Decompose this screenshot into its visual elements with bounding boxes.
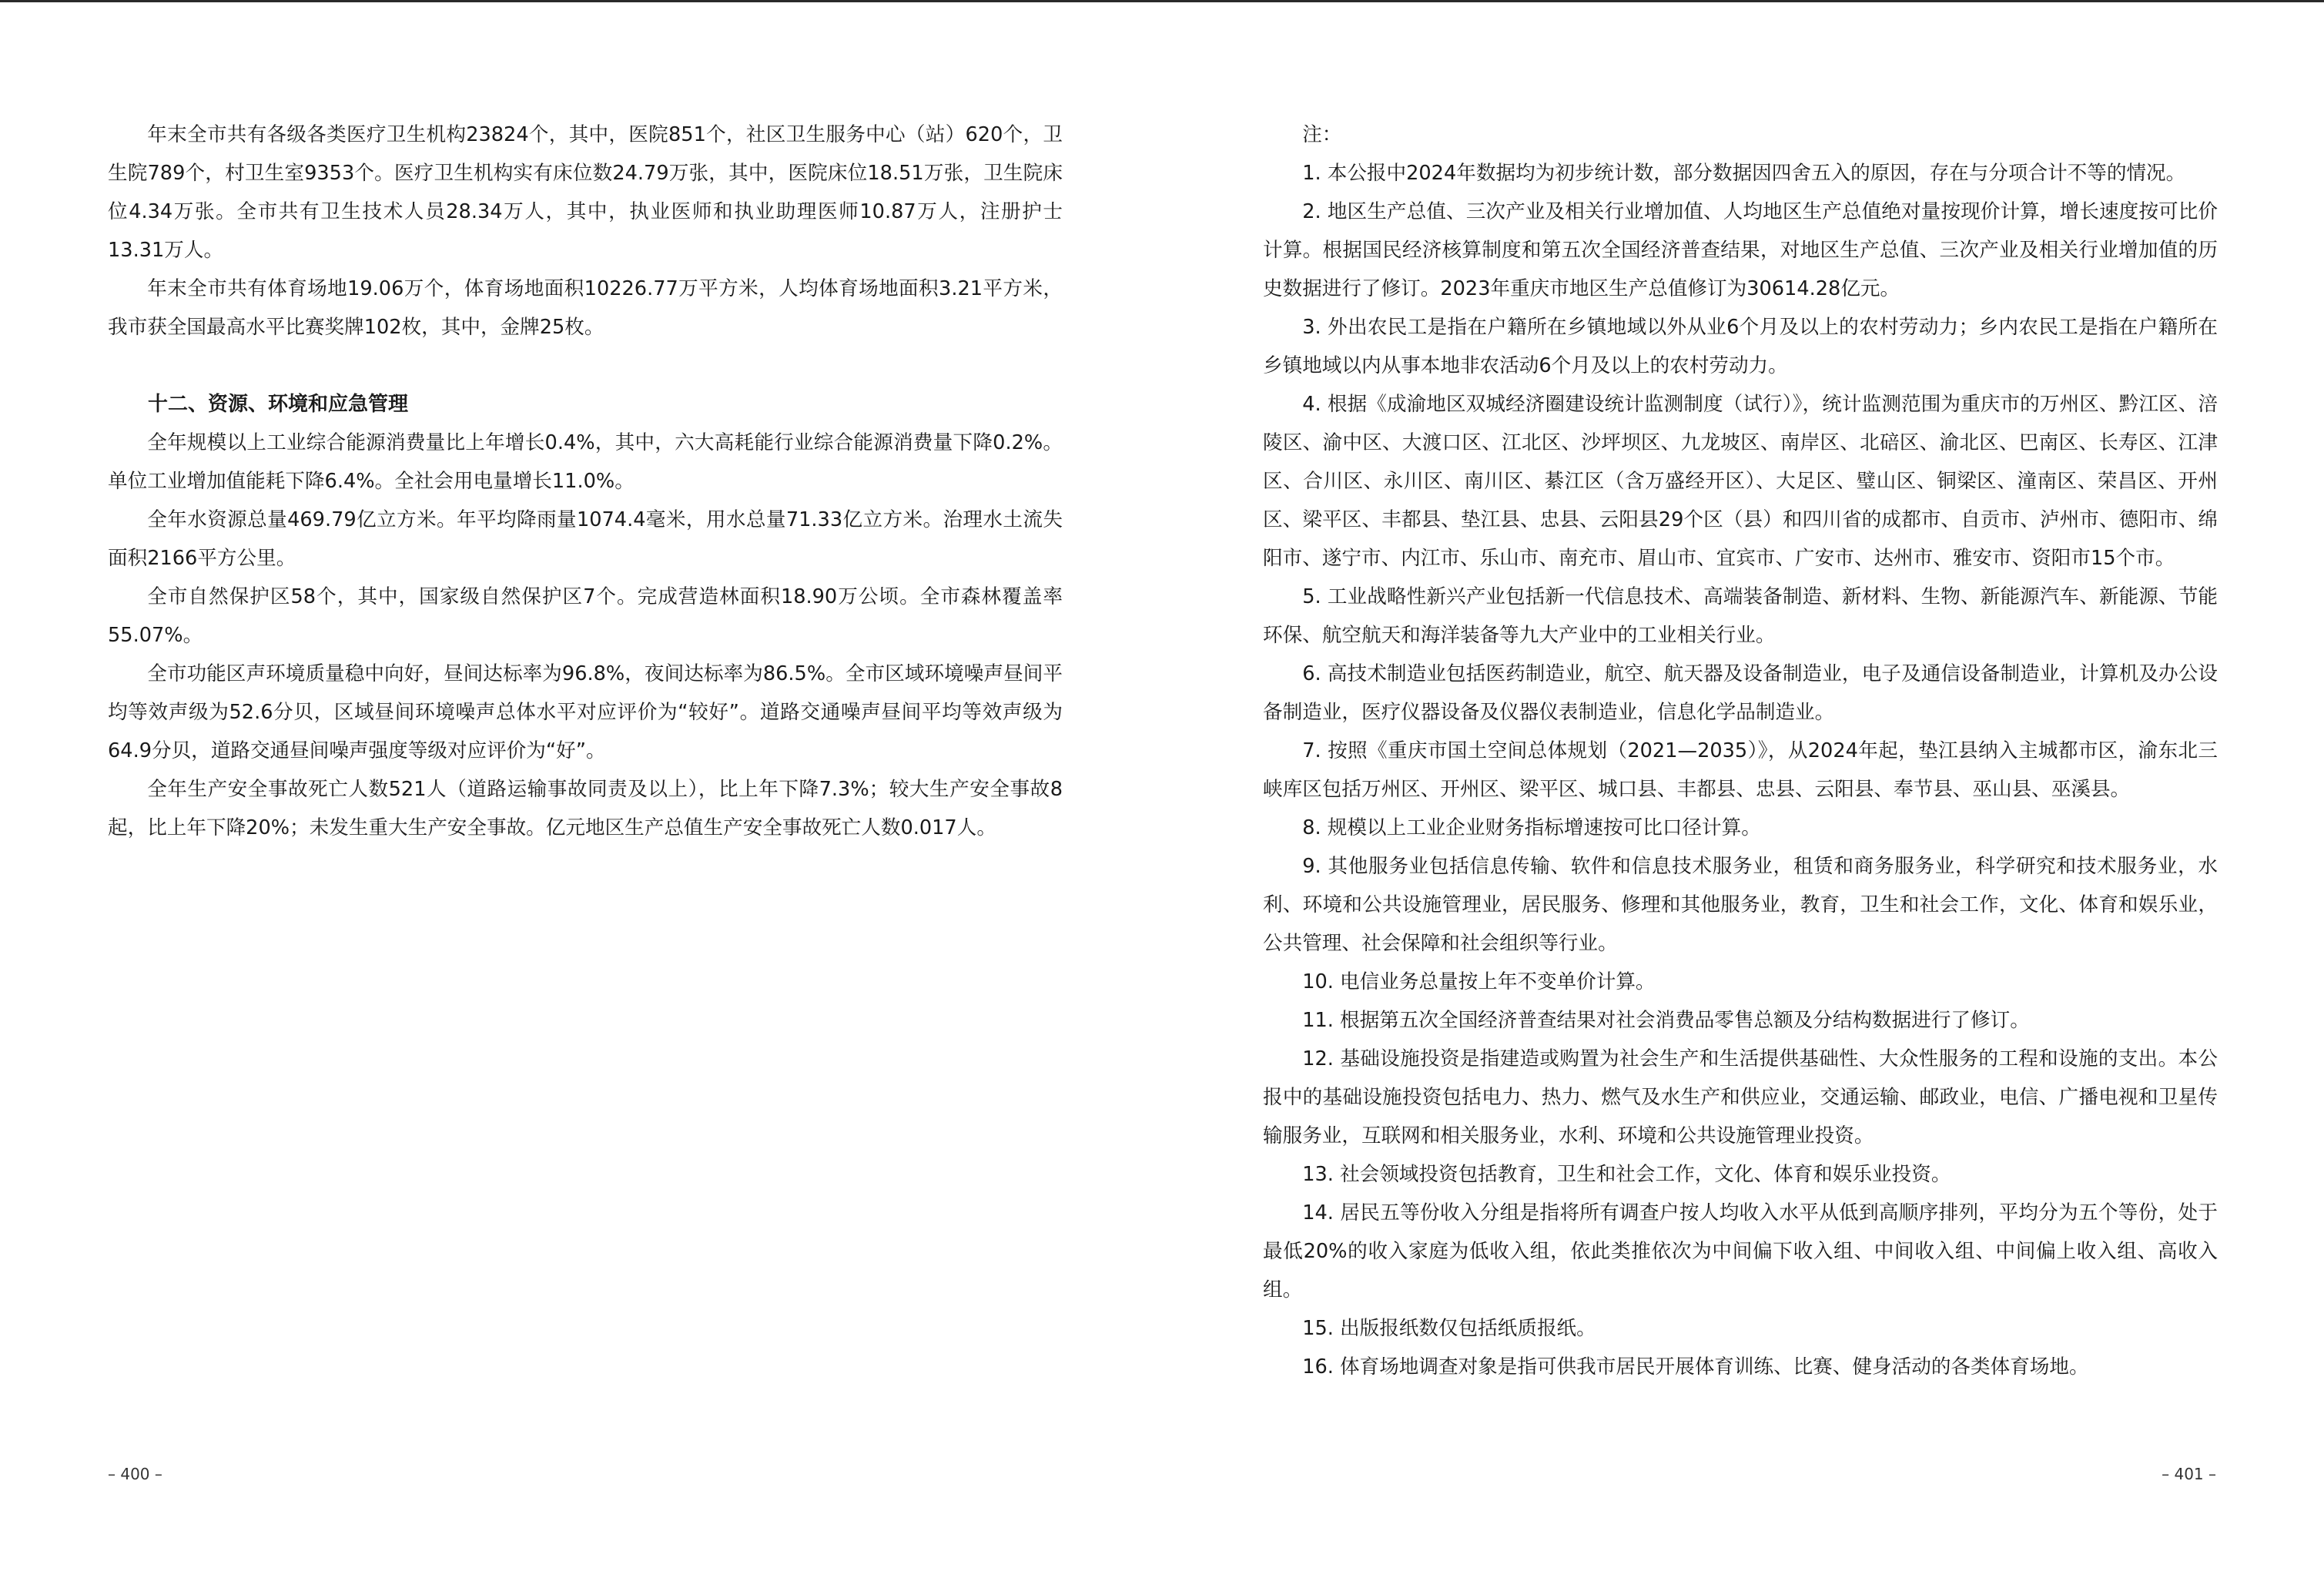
note-item: 6. 高技术制造业包括医药制造业，航空、航天器及设备制造业，电子及通信设备制造业，计算机及办公设备制造业，医疗仪器设备及仪器仪表制造业，信息化学品制造业。	[1263, 662, 2218, 724]
note-item: 1. 本公报中2024年数据均为初步统计数，部分数据因四舍五入的原因，存在与分项合计不等的情况。	[1302, 162, 2186, 185]
paragraph-water-resources: 全年水资源总量469.79亿立方米。年平均降雨量1074.4毫米，用水总量71.33亿立方米。治理水土流失面积2166平方公里。	[108, 508, 1063, 570]
note-item: 16. 体育场地调查对象是指可供我市居民开展体育训练、比赛、健身活动的各类体育场地。	[1302, 1355, 2089, 1379]
note-item: 14. 居民五等份收入分组是指将所有调查户按人均收入水平从低到高顺序排列，平均分为五个等份，处于最低20%的收入家庭为低收入组，依此类推依次为中间偏下收入组、中间收入组、中间偏上收入组、高收入组。	[1263, 1201, 2218, 1302]
note-item: 2. 地区生产总值、三次产业及相关行业增加值、人均地区生产总值绝对量按现价计算，增长速度按可比价计算。根据国民经济核算制度和第五次全国经济普查结果，对地区生产总值、三次产业及相关行业增加值的历史数据进行了修订。2023年重庆市地区生产总值修订为30614.28亿元。	[1263, 200, 2218, 300]
paragraph-sports-facilities: 年末全市共有体育场地19.06万个，体育场地面积10226.77万平方米，人均体育场地面积3.21平方米，我市获全国最高水平比赛奖牌102枚，其中，金牌25枚。	[108, 277, 1063, 339]
note-item: 5. 工业战略性新兴产业包括新一代信息技术、高端装备制造、新材料、生物、新能源汽车、新能源、节能环保、航空航天和海洋装备等九大产业中的工业相关行业。	[1263, 585, 2218, 647]
note-item: 8. 规模以上工业企业财务指标增速按可比口径计算。	[1302, 816, 1761, 839]
left-page	[108, 116, 1063, 847]
note-item: 3. 外出农民工是指在户籍所在乡镇地域以外从业6个月及以上的农村劳动力；乡内农民工是指在户籍所在乡镇地域以内从事本地非农活动6个月及以上的农村劳动力。	[1263, 316, 2218, 377]
notes-title: 注：	[1302, 123, 1342, 146]
note-item: 11. 根据第五次全国经济普查结果对社会消费品零售总额及分结构数据进行了修订。	[1302, 1009, 2030, 1032]
paragraph-noise-environment: 全市功能区声环境质量稳中向好，昼间达标率为96.8%，夜间达标率为86.5%。全市区域环境噪声昼间平均等效声级为52.6分贝，区域昼间环境噪声总体水平对应评价为“较好”。道路交通噪声昼间平均等效声级为64.9分贝，道路交通昼间噪声强度等级对应评价为“好”。	[108, 662, 1063, 762]
note-item: 7. 按照《重庆市国土空间总体规划（2021—2035）》，从2024年起，垫江县纳入主城都市区，渝东北三峡库区包括万州区、开州区、梁平区、城口县、丰都县、忠县、云阳县、奉节县、巫山县、巫溪县。	[1263, 739, 2218, 801]
page-number-left: – 400 –	[108, 1465, 162, 1483]
note-item: 15. 出版报纸数仅包括纸质报纸。	[1302, 1317, 1596, 1340]
note-item: 4. 根据《成渝地区双城经济圈建设统计监测制度（试行）》，统计监测范围为重庆市的万州区、黔江区、涪陵区、渝中区、大渡口区、江北区、沙坪坝区、九龙坡区、南岸区、北碚区、渝北区、巴南区、长寿区、江津区、合川区、永川区、南川区、綦江区（含万盛经开区）、大足区、璧山区、铜梁区、潼南区、荣昌区、开州区、梁平区、丰都县、垫江县、忠县、云阳县29个区（县）和四川省的成都市、自贡市、泸州市、德阳市、绵阳市、遂宁市、内江市、乐山市、南充市、眉山市、宜宾市、广安市、达州市、雅安市、资阳市15个市。	[1263, 393, 2218, 570]
right-page	[1263, 116, 2218, 1386]
paragraph-energy-consumption: 全年规模以上工业综合能源消费量比上年增长0.4%，其中，六大高耗能行业综合能源消费量下降0.2%。单位工业增加值能耗下降6.4%。全社会用电量增长11.0%。	[108, 431, 1063, 493]
note-item: 9. 其他服务业包括信息传输、软件和信息技术服务业，租赁和商务服务业，科学研究和技术服务业，水利、环境和公共设施管理业，居民服务、修理和其他服务业，教育，卫生和社会工作，文化、体育和娱乐业，公共管理、社会保障和社会组织等行业。	[1263, 855, 2218, 955]
note-item: 13. 社会领域投资包括教育，卫生和社会工作，文化、体育和娱乐业投资。	[1302, 1163, 1951, 1186]
section-heading: 十二、资源、环境和应急管理	[148, 393, 409, 416]
page-number-right: – 401 –	[2162, 1465, 2216, 1483]
note-item: 10. 电信业务总量按上年不变单价计算。	[1302, 970, 1656, 993]
paragraph-nature-reserves: 全市自然保护区58个，其中，国家级自然保护区7个。完成营造林面积18.90万公顷。全市森林覆盖率55.07%。	[108, 585, 1063, 647]
paragraph-medical-institutions: 年末全市共有各级各类医疗卫生机构23824个，其中，医院851个，社区卫生服务中心（站）620个，卫生院789个，村卫生室9353个。医疗卫生机构实有床位数24.79万张，其中，医院床位18.51万张，卫生院床位4.34万张。全市共有卫生技术人员28.34万人，其中，执业医师和执业助理医师10.87万人，注册护士13.31万人。	[108, 123, 1063, 262]
paragraph-work-safety: 全年生产安全事故死亡人数521人（道路运输事故同责及以上），比上年下降7.3%；较大生产安全事故8起，比上年下降20%；未发生重大生产安全事故。亿元地区生产总值生产安全事故死亡人数0.017人。	[108, 778, 1063, 839]
note-item: 12. 基础设施投资是指建造或购置为社会生产和生活提供基础性、大众性服务的工程和设施的支出。本公报中的基础设施投资包括电力、热力、燃气及水生产和供应业，交通运输、邮政业，电信、广播电视和卫星传输服务业，互联网和相关服务业，水利、环境和公共设施管理业投资。	[1263, 1047, 2218, 1147]
top-border-rule	[0, 0, 2324, 2]
